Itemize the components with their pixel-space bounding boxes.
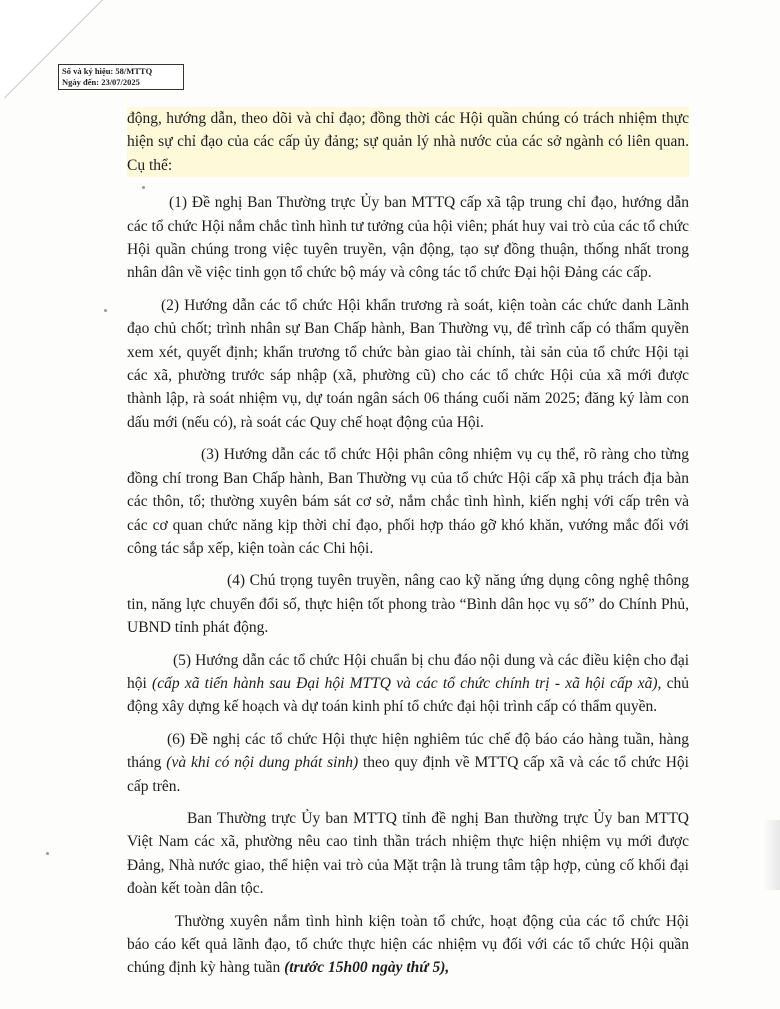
stamp-document-number: Số và ký hiệu: 58/MTTQ bbox=[62, 66, 153, 76]
receipt-stamp bbox=[58, 64, 184, 90]
item-6-paragraph bbox=[127, 728, 689, 798]
item-5-italic-note: (cấp xã tiến hành sau Đại hội MTTQ và các tổ chức chính trị - xã hội cấp xã), bbox=[152, 674, 662, 692]
item-1-paragraph: (1) Đề nghị Ban Thường trực Ủy ban MTTQ cấp xã tập trung chỉ đạo, hướng dẫn các tổ chức Hội nắm chắc tình hình tư tưởng của hội viên; phát huy vai trò của các tổ chức Hội quần chúng trong việc tuyên truyền, vận động, tạo sự đồng thuận, thống nhất trong nhân dân về việc tinh gọn tổ chức bộ máy và công tác tổ chức Đại hội Đảng các cấp. bbox=[127, 194, 689, 282]
item-6-text-c: theo quy định về MTTQ cấp xã và các tổ chức Hội cấp trên. bbox=[127, 754, 689, 795]
intro-paragraph: động, hướng dẫn, theo dõi và chỉ đạo; đồng thời các Hội quần chúng có trách nhiệm thực hiện sự chỉ đạo của các cấp ủy đảng; sự quản lý nhà nước của các sở ngành có liên quan. Cụ thể: bbox=[127, 107, 689, 177]
item-5-text-a: (5) Hướng dẫn các tổ chức Hội chuẩn bị chu đáo nội dung và các điều kiện cho đại hội bbox=[127, 651, 689, 692]
reporting-deadline: (trước 15h00 ngày thứ 5), bbox=[284, 959, 450, 977]
scan-edge-shadow bbox=[762, 820, 780, 890]
stamp-received-date: Ngày đến: 23/07/2025 bbox=[62, 77, 140, 87]
item-4-paragraph: (4) Chú trọng tuyên truyền, nâng cao kỹ năng ứng dụng công nghệ thông tin, năng lực chuyển đổi số, thực hiện tốt phong trào “Bình dân học vụ số” do Chính Phủ, UBND tỉnh phát động. bbox=[127, 572, 689, 637]
reporting-text: Thường xuyên nắm tình hình kiện toàn tổ chức, hoạt động của các tổ chức Hội báo cáo kết quả lãnh đạo, tổ chức thực hiện các nhiệm vụ đối với các tổ chức Hội quần chúng định kỳ hàng tuần bbox=[127, 912, 689, 977]
item-2-paragraph: (2) Hướng dẫn các tổ chức Hội khẩn trương rà soát, kiện toàn các chức danh Lãnh đạo chủ chốt; trình nhân sự Ban Chấp hành, Ban Thường vụ, để trình cấp có thẩm quyền xem xét, quyết định; khẩn trương tổ chức bàn giao tài chính, tài sản của tổ chức Hội tại các xã, phường trước sáp nhập (xã, phường cũ) cho các tổ chức Hội của xã mới được thành lập, rà soát nhiệm vụ, dự toán ngân sách 06 tháng cuối năm 2025; đăng ký làm con dấu mới (nếu có), rà soát các Quy chế hoạt động của Hội. bbox=[127, 296, 689, 431]
item-6-italic-note: (và khi có nội dung phát sinh) bbox=[166, 754, 359, 772]
scan-speck bbox=[104, 309, 107, 312]
item-5-text-c: chủ động xây dựng kế hoạch và dự toán kinh phí tổ chức đại hội trình cấp có thẩm quyền. bbox=[127, 674, 689, 716]
item-6-text-a: (6) Đề nghị các tổ chức Hội thực hiện nghiêm túc chế độ báo cáo hàng tuần, hàng tháng bbox=[127, 730, 689, 772]
document-body bbox=[127, 107, 689, 980]
item-3-paragraph: (3) Hướng dẫn các tổ chức Hội phân công nhiệm vụ cụ thể, rõ ràng cho từng đồng chí trong Ban Chấp hành, Ban Thường vụ của tổ chức Hội cấp xã phụ trách địa bàn các thôn, tổ; thường xuyên bám sát cơ sở, nắm chắc tình hình, kiến nghị với cấp trên và các cơ quan chức năng kịp thời chỉ đạo, phối hợp tháo gỡ khó khăn, vướng mắc đối với công tác sắp xếp, kiện toàn các Chi hội. bbox=[127, 446, 689, 557]
scan-speck bbox=[46, 852, 49, 855]
request-paragraph: Ban Thường trực Ủy ban MTTQ tỉnh đề nghị Ban thường trực Ủy ban MTTQ Việt Nam các xã, phường nêu cao tinh thần trách nhiệm thực hiện nhiệm vụ mới được Đảng, Nhà nước giao, thể hiện vai trò của Mặt trận là trung tâm tập hợp, củng cố khối đại đoàn kết toàn dân tộc. bbox=[127, 809, 689, 898]
item-5-paragraph bbox=[127, 649, 689, 719]
reporting-paragraph bbox=[127, 910, 689, 980]
